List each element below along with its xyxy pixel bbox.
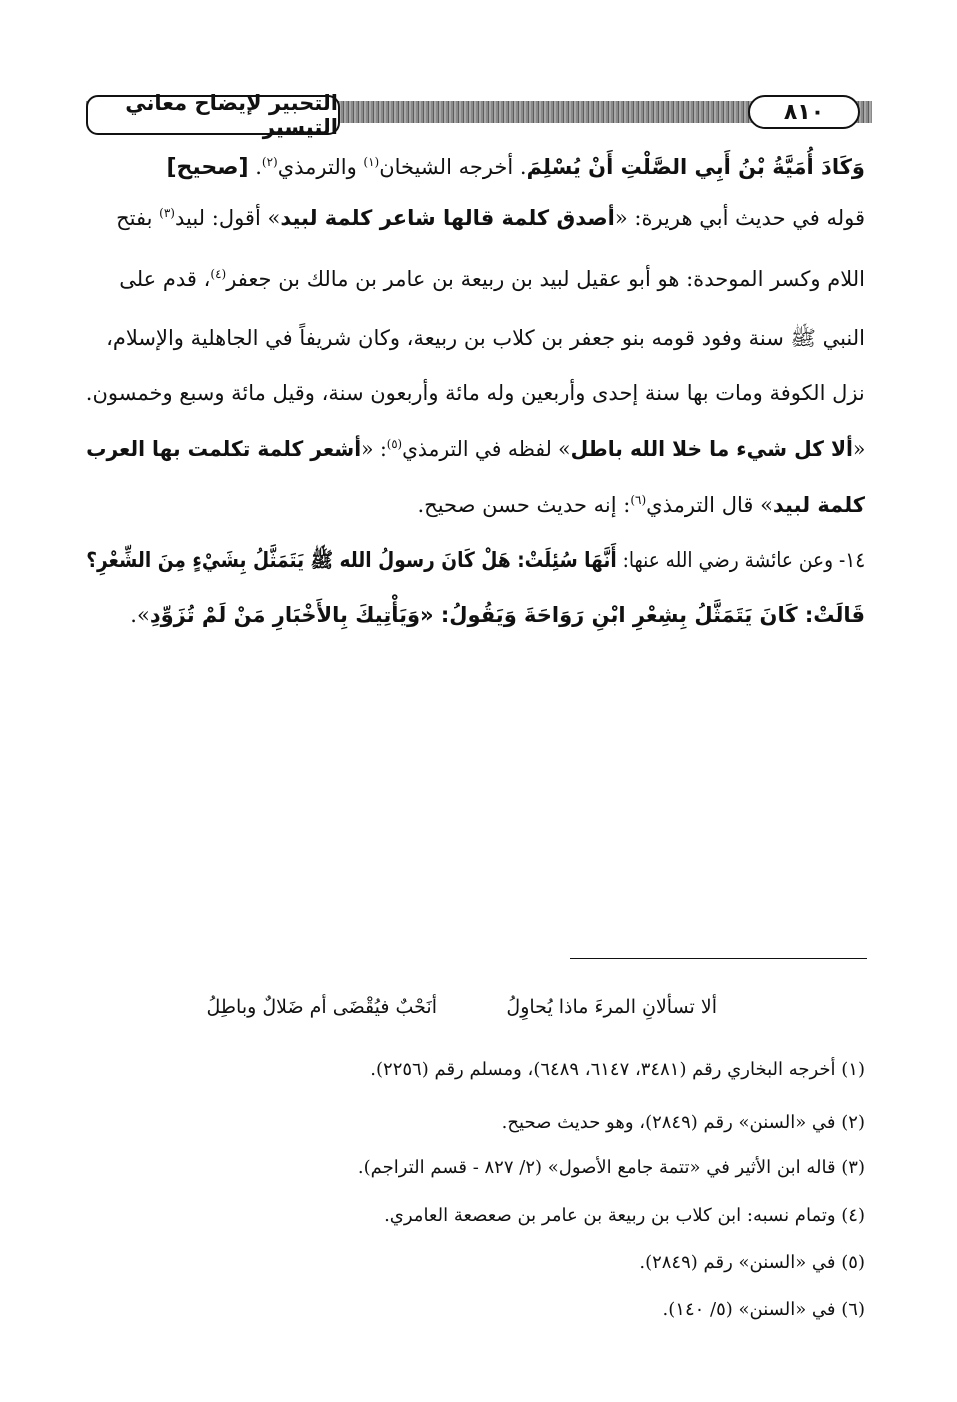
footnote-5: (٥) في «السنن» رقم (٢٨٤٩). <box>639 1252 865 1273</box>
page-number: ٨١٠ <box>783 99 825 125</box>
footnote-6: (٦) في «السنن» (٥/ ١٤٠). <box>662 1299 865 1320</box>
book-title: التحبير لإيضاح معاني التيسير <box>125 91 338 139</box>
body-line-8 <box>86 545 865 575</box>
footnote-ref: (٦) <box>630 493 647 507</box>
hadith-text: وَكَادَ أُمَيَّةُ بْنُ أَبِي الصَّلْتِ أَنْ يُسْلِمَ <box>526 155 865 179</box>
body-line-7 <box>417 490 865 520</box>
quoted-phrase: ألا كل شيء ما خلا الله باطل <box>570 437 853 461</box>
text-run: : إنه حديث حسن صحيح. <box>417 493 631 517</box>
page-number-frame <box>748 95 860 129</box>
footnote-ref: (١) <box>363 155 380 169</box>
footnote-ref: (٤) <box>210 267 227 281</box>
text-run: « <box>852 437 865 461</box>
verse-left-hemistich: أنَحْبٌ فيُقْضَى أم ضَلالٌ وباطِلُ <box>206 996 437 1018</box>
text-run: ». <box>130 603 150 627</box>
text-run: اللام وكسر الموحدة: هو أبو عقيل لبيد بن ربيعة بن عامر بن مالك بن جعفر <box>226 267 865 291</box>
text-run: . <box>248 155 262 179</box>
grading-tag: [صحيح] <box>166 155 249 180</box>
body-line-3 <box>119 264 865 294</box>
footnote-separator <box>570 958 867 959</box>
footnote-ref: (٣) <box>159 206 175 220</box>
hadith-number: ١٤- وعن عائشة رضي الله عنها: <box>616 548 865 572</box>
text-run: نزل الكوفة ومات بها سنة إحدى وأربعين وله مائة وأربعون سنة، وقيل مائة وسبع وخمسون. <box>86 381 865 405</box>
quoted-phrase: أصدق كلمة قالها شاعر كلمة لبيد <box>280 206 615 230</box>
quoted-phrase: كلمة لبيد <box>772 493 865 517</box>
text-run: » أقول: لبيد <box>174 206 281 230</box>
hadith-text: أَنَّهَا سُئِلَتْ: هَلْ كَانَ رسولُ الله ﷺ يَتَمَثَّلُ بِشَيْءٍ مِنَ الشِّعْرِ؟ <box>86 548 617 572</box>
body-line-9 <box>130 600 865 630</box>
body-line-4 <box>106 323 865 353</box>
body-line-5 <box>86 378 865 408</box>
footnote-1: (١) أخرجه البخاري رقم (٣٤٨١، ٦١٤٧، ٦٤٨٩)، ومسلم رقم (٢٢٥٦). <box>370 1059 865 1080</box>
footnote-4: (٤) وتمام نسبه: ابن كلاب بن ربيعة بن عامر بن صعصعة العامري. <box>384 1205 865 1226</box>
verse-right-hemistich: ألا تسألانِ المرءَ ماذا يُحاوِلُ <box>506 996 717 1018</box>
footnote-ref: (٢) <box>261 155 278 169</box>
text-run: بفتح <box>116 206 160 230</box>
text-run: : « <box>360 437 387 461</box>
text-run: والترمذي <box>277 155 364 179</box>
body-line-2 <box>116 203 865 233</box>
text-run: النبي ﷺ سنة وفود قومه بنو جعفر بن كلاب بن ربيعة، وكان شريفاً في الجاهلية والإسلام، <box>106 326 865 350</box>
body-line-1 <box>166 152 865 183</box>
text-run: » لفظه في الترمذي <box>401 437 571 461</box>
quoted-phrase: أشعر كلمة تكلمت بها العرب <box>85 437 361 461</box>
footnote-ref: (٥) <box>386 437 402 451</box>
header-title-frame <box>86 91 340 139</box>
body-line-6 <box>86 434 865 464</box>
footnote-3: (٣) قاله ابن الأثير في «تتمة جامع الأصول» (٢/ ٨٢٧ - قسم التراجم). <box>357 1157 865 1178</box>
footnote-2: (٢) في «السنن» رقم (٢٨٤٩)، وهو حديث صحيح. <box>501 1112 865 1133</box>
text-run: » قال الترمذي <box>646 493 773 517</box>
text-run: قوله في حديث أبي هريرة: « <box>614 206 865 230</box>
text-run: ، قدم على <box>119 267 211 291</box>
text-run: . أخرجه الشيخان <box>379 155 527 179</box>
quoted-verse: وَيَأْتِيكَ بِالأَخْبَارِ مَنْ لَمْ تُزَوِّدِ <box>149 603 421 627</box>
running-header <box>86 91 872 139</box>
hadith-text: قَالَتْ: كَانَ يَتَمَثَّلُ بِشِعْرِ ابْنِ رَوَاحَةَ وَيَقُولُ: « <box>420 603 865 627</box>
